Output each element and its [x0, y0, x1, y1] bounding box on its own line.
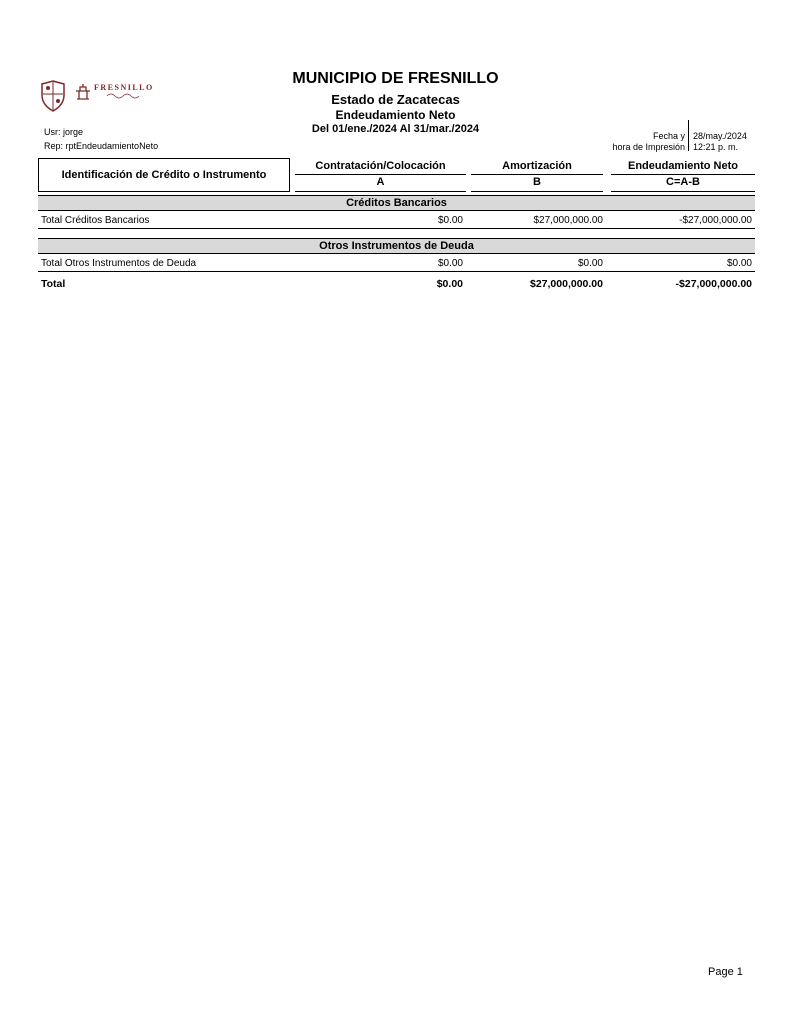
column-title: Contratación/Colocación	[295, 158, 466, 175]
column-subtitle: C=A-B	[611, 175, 755, 192]
report-id-label: Rep: rptEndeudamientoNeto	[44, 141, 159, 151]
print-date-value: 28/may./2024	[693, 131, 747, 141]
print-date-label: Fecha y	[652, 131, 685, 141]
fresnillo-logo-text: FRESNILLO	[94, 83, 154, 92]
column-header-endeudamiento	[611, 158, 755, 192]
print-time-label: hora de Impresión	[612, 142, 685, 152]
row-label: Total Créditos Bancarios	[41, 214, 150, 226]
total-contratacion: $0.00	[436, 277, 463, 290]
column-subtitle: A	[295, 175, 466, 192]
total-amortizacion: $27,000,000.00	[530, 277, 603, 290]
amount-amortizacion: $27,000,000.00	[533, 214, 603, 226]
total-row	[38, 275, 755, 292]
amount-amortizacion: $0.00	[577, 257, 603, 269]
date-separator-line	[688, 120, 689, 151]
report-title: Endeudamiento Neto	[335, 108, 456, 122]
total-label: Total	[41, 277, 66, 290]
amount-contratacion: $0.00	[437, 214, 463, 226]
section-band-creditos-bancarios: Créditos Bancarios	[38, 195, 755, 211]
report-period: Del 01/ene./2024 Al 31/mar./2024	[311, 123, 480, 135]
table-row	[38, 255, 755, 272]
print-time-value: 12:21 p. m.	[693, 142, 739, 152]
page-title: MUNICIPIO DE FRESNILLO	[292, 70, 499, 87]
table-row	[38, 212, 755, 229]
row-label: Total Otros Instrumentos de Deuda	[41, 257, 197, 269]
column-subtitle: B	[471, 175, 603, 192]
table-id-header: Identificación de Crédito o Instrumento	[38, 158, 290, 192]
amount-endeudamiento: $0.00	[726, 257, 752, 269]
column-header-contratacion	[295, 158, 466, 192]
column-title: Endeudamiento Neto	[611, 158, 755, 175]
column-title: Amortización	[471, 158, 603, 175]
amount-contratacion: $0.00	[437, 257, 463, 269]
total-endeudamiento: -$27,000,000.00	[675, 277, 752, 290]
amount-endeudamiento: -$27,000,000.00	[679, 214, 752, 226]
user-label: Usr: jorge	[44, 127, 84, 137]
column-header-amortizacion	[471, 158, 603, 192]
state-subtitle: Estado de Zacatecas	[331, 92, 460, 107]
section-band-otros-instrumentos: Otros Instrumentos de Deuda	[38, 238, 755, 254]
page-number: Page 1	[708, 966, 743, 978]
